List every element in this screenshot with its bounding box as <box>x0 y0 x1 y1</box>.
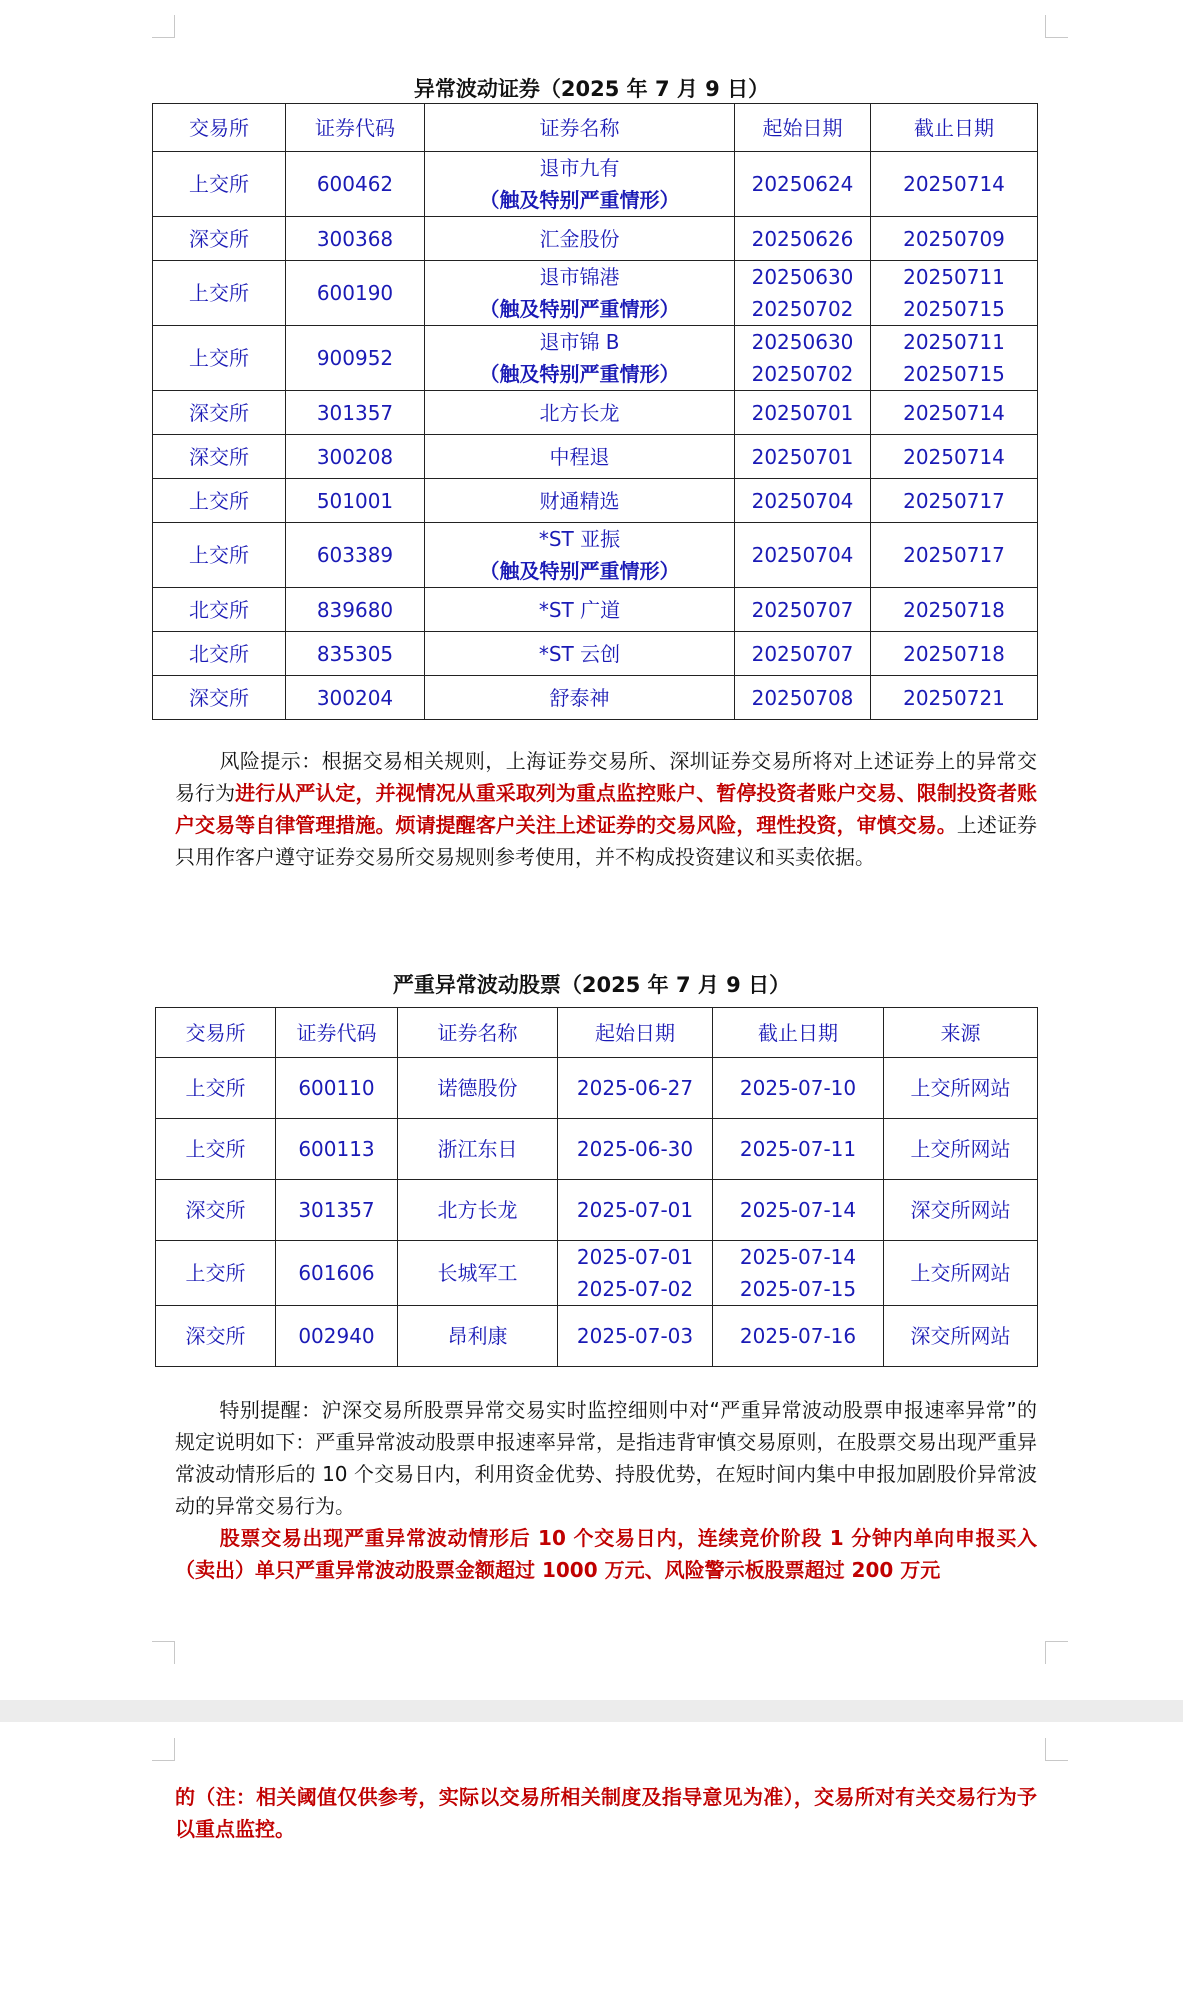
cell-code-line: 301357 <box>316 400 394 425</box>
cell-start-date <box>558 1306 713 1367</box>
page-corner-mark <box>152 15 175 38</box>
cell-exchange-line: 上交所 <box>189 172 249 196</box>
cell-end-date-line: 2025-07-15 <box>739 1277 857 1301</box>
cell-exchange <box>153 326 286 391</box>
cell-exchange-line: 上交所 <box>189 488 249 513</box>
page-corner-mark <box>152 1641 175 1664</box>
cell-name-line: 昂利康 <box>447 1324 508 1348</box>
risk-tip-disclaimer: 上述证券只用作客户遵守证券交易所交易规则参考使用，并不构成投资建议和买卖依据。 <box>175 813 1038 869</box>
table-header-row <box>153 104 1038 152</box>
table-row <box>156 1119 1038 1180</box>
special-reminder-paragraph <box>175 1394 1037 1522</box>
cell-exchange <box>153 479 286 523</box>
cell-exchange-line: 深交所 <box>189 444 249 469</box>
table-row <box>153 326 1038 391</box>
cell-code-line: 900952 <box>316 346 394 370</box>
cell-source-line: 上交所网站 <box>910 1261 1011 1285</box>
column-header-exchange: 交易所 <box>153 104 286 152</box>
cell-exchange <box>153 588 286 632</box>
cell-source <box>884 1306 1038 1367</box>
cell-name-note: （触及特别严重情形） <box>479 297 680 321</box>
cell-code <box>286 391 425 435</box>
cell-name-line: 长城军工 <box>437 1261 518 1285</box>
cell-exchange-line: 深交所 <box>189 226 249 251</box>
cell-exchange <box>153 391 286 435</box>
column-header-start-date: 起始日期 <box>558 1008 713 1058</box>
cell-end-date-line: 20250709 <box>903 226 1005 251</box>
cell-code <box>286 261 425 326</box>
cell-name-line: 退市锦 B <box>539 330 620 354</box>
cell-end-date-line: 20250711 <box>903 330 1005 354</box>
cell-end-date-line: 20250711 <box>903 265 1005 289</box>
abnormal-securities-table <box>152 103 1038 720</box>
cell-source-line: 上交所网站 <box>910 1137 1011 1161</box>
table-row <box>156 1306 1038 1367</box>
cell-name-line: 财通精选 <box>539 488 620 513</box>
cell-exchange <box>153 523 286 588</box>
cell-start-date-line: 2025-07-02 <box>576 1277 694 1301</box>
table-row <box>153 479 1038 523</box>
cell-start-date-line: 20250626 <box>751 226 854 251</box>
column-header-source: 来源 <box>884 1008 1038 1058</box>
cell-code <box>286 676 425 720</box>
special-reminder-text: 特别提醒：沪深交易所股票异常交易实时监控细则中对“严重异常波动股票申报速率异常”的规定说明如下：严重异常波动股票申报速率异常，是指违背审慎交易原则，在股票交易出现严重异常波动情形后的 10 个交易日内，利用资金优势、持股优势，在短时间内集中申报加剧股价异常波动的异常交易行为。 <box>175 1398 1037 1518</box>
cell-code <box>276 1119 398 1180</box>
cell-exchange <box>153 152 286 217</box>
cell-start-date-line: 2025-06-30 <box>576 1137 694 1161</box>
cell-start-date-line: 20250702 <box>751 362 854 386</box>
cell-exchange <box>156 1306 276 1367</box>
cell-name <box>425 217 735 261</box>
cell-exchange-line: 上交所 <box>185 1137 246 1161</box>
cell-source-line: 上交所网站 <box>910 1076 1011 1100</box>
cell-exchange <box>153 435 286 479</box>
cell-start-date <box>735 435 871 479</box>
cell-code <box>286 435 425 479</box>
cell-end-date-line: 20250721 <box>903 685 1005 710</box>
cell-code <box>286 632 425 676</box>
cell-start-date <box>735 588 871 632</box>
cell-start-date <box>558 1180 713 1241</box>
cell-start-date-line: 20250704 <box>751 488 854 513</box>
cell-name-line: 北方长龙 <box>539 400 620 425</box>
cell-exchange-line: 北交所 <box>189 641 249 666</box>
cell-start-date-line: 2025-07-01 <box>576 1198 694 1222</box>
cell-name-line: *ST 广道 <box>538 597 621 622</box>
column-header-end-date: 截止日期 <box>871 104 1038 152</box>
cell-exchange-line: 上交所 <box>189 281 249 305</box>
cell-name-note: （触及特别严重情形） <box>479 362 680 386</box>
document-page-2 <box>0 1722 1183 2009</box>
table-row <box>153 217 1038 261</box>
cell-end-date-line: 20250717 <box>903 543 1005 567</box>
cell-exchange <box>156 1241 276 1306</box>
cell-name <box>425 326 735 391</box>
cell-name <box>425 435 735 479</box>
cell-end-date-line: 2025-07-10 <box>739 1076 857 1100</box>
cell-name <box>398 1058 558 1119</box>
cell-end-date <box>871 632 1038 676</box>
cell-code <box>286 523 425 588</box>
cell-start-date-line: 2025-06-27 <box>576 1076 694 1100</box>
page-corner-mark <box>1045 15 1068 38</box>
cell-name <box>425 523 735 588</box>
cell-start-date-line: 20250707 <box>751 641 854 666</box>
cell-name <box>425 261 735 326</box>
cell-end-date-line: 2025-07-11 <box>739 1137 857 1161</box>
cell-end-date-line: 20250714 <box>903 444 1005 469</box>
cell-code <box>276 1058 398 1119</box>
cell-code-line: 002940 <box>298 1324 375 1348</box>
cell-code-line: 835305 <box>316 641 394 666</box>
cell-start-date <box>558 1241 713 1306</box>
column-header-code: 证券代码 <box>286 104 425 152</box>
table-row <box>156 1241 1038 1306</box>
cell-start-date <box>735 217 871 261</box>
cell-name-line: *ST 云创 <box>538 641 621 666</box>
table-row <box>153 523 1038 588</box>
cell-name <box>425 152 735 217</box>
cell-start-date-line: 20250702 <box>751 297 854 321</box>
cell-exchange-line: 北交所 <box>189 597 249 622</box>
cell-end-date <box>871 676 1038 720</box>
cell-start-date-line: 20250701 <box>751 444 854 469</box>
cell-code <box>276 1241 398 1306</box>
cell-start-date <box>735 152 871 217</box>
cell-code-line: 300208 <box>316 444 394 469</box>
cell-code-line: 501001 <box>316 488 394 513</box>
cell-name-line: 中程退 <box>549 444 610 469</box>
cell-end-date-line: 2025-07-16 <box>739 1324 857 1348</box>
column-header-exchange: 交易所 <box>156 1008 276 1058</box>
cell-code-line: 300204 <box>316 685 394 710</box>
cell-name <box>398 1241 558 1306</box>
cell-start-date <box>735 676 871 720</box>
cell-source <box>884 1119 1038 1180</box>
risk-tip-emphasis: 进行从严认定，并视情况从重采取列为重点监控账户、暂停投资者账户交易、限制投资者账户交易等自律管理措施。烦请提醒客户关注上述证券的交易风险，理性投资，审慎交易。 <box>175 781 1038 837</box>
cell-code <box>286 152 425 217</box>
cell-name-line: 诺德股份 <box>437 1076 518 1100</box>
cell-end-date-line: 2025-07-14 <box>739 1198 857 1222</box>
cell-end-date <box>713 1180 884 1241</box>
cell-exchange-line: 上交所 <box>189 346 249 370</box>
cell-start-date-line: 2025-07-03 <box>576 1324 694 1348</box>
cell-end-date-line: 2025-07-14 <box>739 1245 857 1269</box>
cell-name-note: （触及特别严重情形） <box>479 559 680 583</box>
cell-end-date-line: 20250715 <box>903 362 1005 386</box>
table-row <box>156 1180 1038 1241</box>
cell-name <box>425 588 735 632</box>
cell-code <box>286 588 425 632</box>
table-row <box>153 152 1038 217</box>
cell-end-date-line: 20250714 <box>903 172 1005 196</box>
cell-end-date <box>871 152 1038 217</box>
table-header-row <box>156 1008 1038 1058</box>
cell-end-date <box>713 1241 884 1306</box>
cell-name-line: 浙江东日 <box>437 1137 518 1161</box>
cell-end-date <box>713 1058 884 1119</box>
cell-start-date-line: 2025-07-01 <box>576 1245 694 1269</box>
table-row <box>156 1058 1038 1119</box>
cell-name-line: 舒泰神 <box>549 685 610 710</box>
page-corner-mark <box>1045 1738 1068 1761</box>
cell-name <box>425 391 735 435</box>
cell-exchange <box>153 632 286 676</box>
cell-code-line: 600110 <box>298 1076 375 1100</box>
cell-exchange-line: 深交所 <box>185 1198 246 1222</box>
cell-start-date <box>735 632 871 676</box>
cell-exchange <box>153 676 286 720</box>
cell-start-date-line: 20250701 <box>751 400 854 425</box>
cell-code <box>286 326 425 391</box>
cell-start-date <box>735 391 871 435</box>
table-row <box>153 632 1038 676</box>
cell-source-line: 深交所网站 <box>910 1198 1011 1222</box>
cell-name <box>398 1306 558 1367</box>
cell-code-line: 839680 <box>316 597 394 622</box>
cell-end-date-line: 20250714 <box>903 400 1005 425</box>
table-row <box>153 391 1038 435</box>
cell-end-date-line: 20250718 <box>903 641 1005 666</box>
cell-start-date <box>735 326 871 391</box>
cell-name <box>425 632 735 676</box>
cell-start-date-line: 20250624 <box>751 172 854 196</box>
table-row <box>153 588 1038 632</box>
cell-source <box>884 1058 1038 1119</box>
cell-code-line: 601606 <box>298 1261 375 1285</box>
cell-name-line: *ST 亚振 <box>538 527 621 551</box>
cell-source <box>884 1241 1038 1306</box>
cell-exchange <box>153 261 286 326</box>
cell-exchange <box>153 217 286 261</box>
page-corner-mark <box>1045 1641 1068 1664</box>
table2-title: 严重异常波动股票（2025 年 7 月 9 日） <box>392 973 791 997</box>
cell-start-date <box>735 261 871 326</box>
special-reminder-continuation-text: 的（注：相关阈值仅供参考，实际以交易所相关制度及指导意见为准），交易所对有关交易行为予以重点监控。 <box>175 1785 1037 1841</box>
cell-end-date <box>871 261 1038 326</box>
cell-end-date <box>871 326 1038 391</box>
cell-name-line: 退市锦港 <box>539 265 620 289</box>
cell-source-line: 深交所网站 <box>910 1324 1011 1348</box>
column-header-start-date: 起始日期 <box>735 104 871 152</box>
cell-exchange-line: 深交所 <box>189 400 249 425</box>
cell-code-line: 600113 <box>298 1137 375 1161</box>
cell-code <box>276 1180 398 1241</box>
cell-end-date <box>871 435 1038 479</box>
column-header-name: 证券名称 <box>398 1008 558 1058</box>
cell-end-date <box>713 1119 884 1180</box>
cell-end-date <box>713 1306 884 1367</box>
cell-code <box>286 479 425 523</box>
cell-exchange-line: 深交所 <box>189 685 249 710</box>
cell-name-line: 退市九有 <box>539 156 620 180</box>
special-reminder-rule-paragraph <box>175 1522 1037 1586</box>
table1-title: 异常波动证券（2025 年 7 月 9 日） <box>413 77 770 101</box>
cell-end-date <box>871 391 1038 435</box>
risk-tip-paragraph <box>175 745 1037 873</box>
cell-start-date <box>735 523 871 588</box>
cell-code-line: 300368 <box>316 226 394 251</box>
cell-code-line: 600462 <box>316 172 394 196</box>
cell-code-line: 603389 <box>316 543 394 567</box>
cell-start-date-line: 20250704 <box>751 543 854 567</box>
table-row <box>153 676 1038 720</box>
cell-end-date-line: 20250717 <box>903 488 1005 513</box>
cell-end-date-line: 20250718 <box>903 597 1005 622</box>
cell-code-line: 600190 <box>316 281 394 305</box>
cell-source <box>884 1180 1038 1241</box>
cell-name <box>398 1119 558 1180</box>
column-header-code: 证券代码 <box>276 1008 398 1058</box>
cell-end-date <box>871 479 1038 523</box>
cell-code <box>286 217 425 261</box>
cell-name <box>425 676 735 720</box>
cell-code-line: 301357 <box>298 1198 375 1222</box>
cell-name <box>425 479 735 523</box>
cell-end-date <box>871 588 1038 632</box>
page-separator <box>0 1700 1183 1722</box>
cell-start-date-line: 20250708 <box>751 685 854 710</box>
cell-end-date <box>871 523 1038 588</box>
cell-exchange <box>156 1119 276 1180</box>
cell-code <box>276 1306 398 1367</box>
cell-name-line: 北方长龙 <box>437 1198 518 1222</box>
cell-start-date <box>735 479 871 523</box>
cell-start-date <box>558 1119 713 1180</box>
cell-end-date <box>871 217 1038 261</box>
severe-abnormal-stocks-table <box>155 1007 1038 1367</box>
cell-start-date-line: 20250630 <box>751 330 854 354</box>
cell-exchange-line: 上交所 <box>189 543 249 567</box>
special-reminder-continuation <box>175 1781 1037 1845</box>
table-row <box>153 435 1038 479</box>
cell-name <box>398 1180 558 1241</box>
cell-start-date-line: 20250630 <box>751 265 854 289</box>
cell-start-date <box>558 1058 713 1119</box>
table-row <box>153 261 1038 326</box>
cell-name-note: （触及特别严重情形） <box>479 188 680 212</box>
column-header-name: 证券名称 <box>425 104 735 152</box>
cell-exchange <box>156 1180 276 1241</box>
cell-start-date-line: 20250707 <box>751 597 854 622</box>
cell-end-date-line: 20250715 <box>903 297 1005 321</box>
cell-name-line: 汇金股份 <box>539 226 620 251</box>
risk-tip-text: 风险提示：根据交易相关规则，上海证券交易所、深圳证券交易所将对上述证券上的异常交易行为 <box>175 749 1037 805</box>
column-header-end-date: 截止日期 <box>713 1008 884 1058</box>
page-corner-mark <box>152 1738 175 1761</box>
cell-exchange <box>156 1058 276 1119</box>
special-reminder-rule: 股票交易出现严重异常波动情形后 10 个交易日内，连续竞价阶段 1 分钟内单向申报买入（卖出）单只严重异常波动股票金额超过 1000 万元、风险警示板股票超过 200 万元 <box>175 1526 1037 1582</box>
cell-exchange-line: 上交所 <box>185 1261 246 1285</box>
cell-exchange-line: 上交所 <box>185 1076 246 1100</box>
cell-exchange-line: 深交所 <box>185 1324 246 1348</box>
